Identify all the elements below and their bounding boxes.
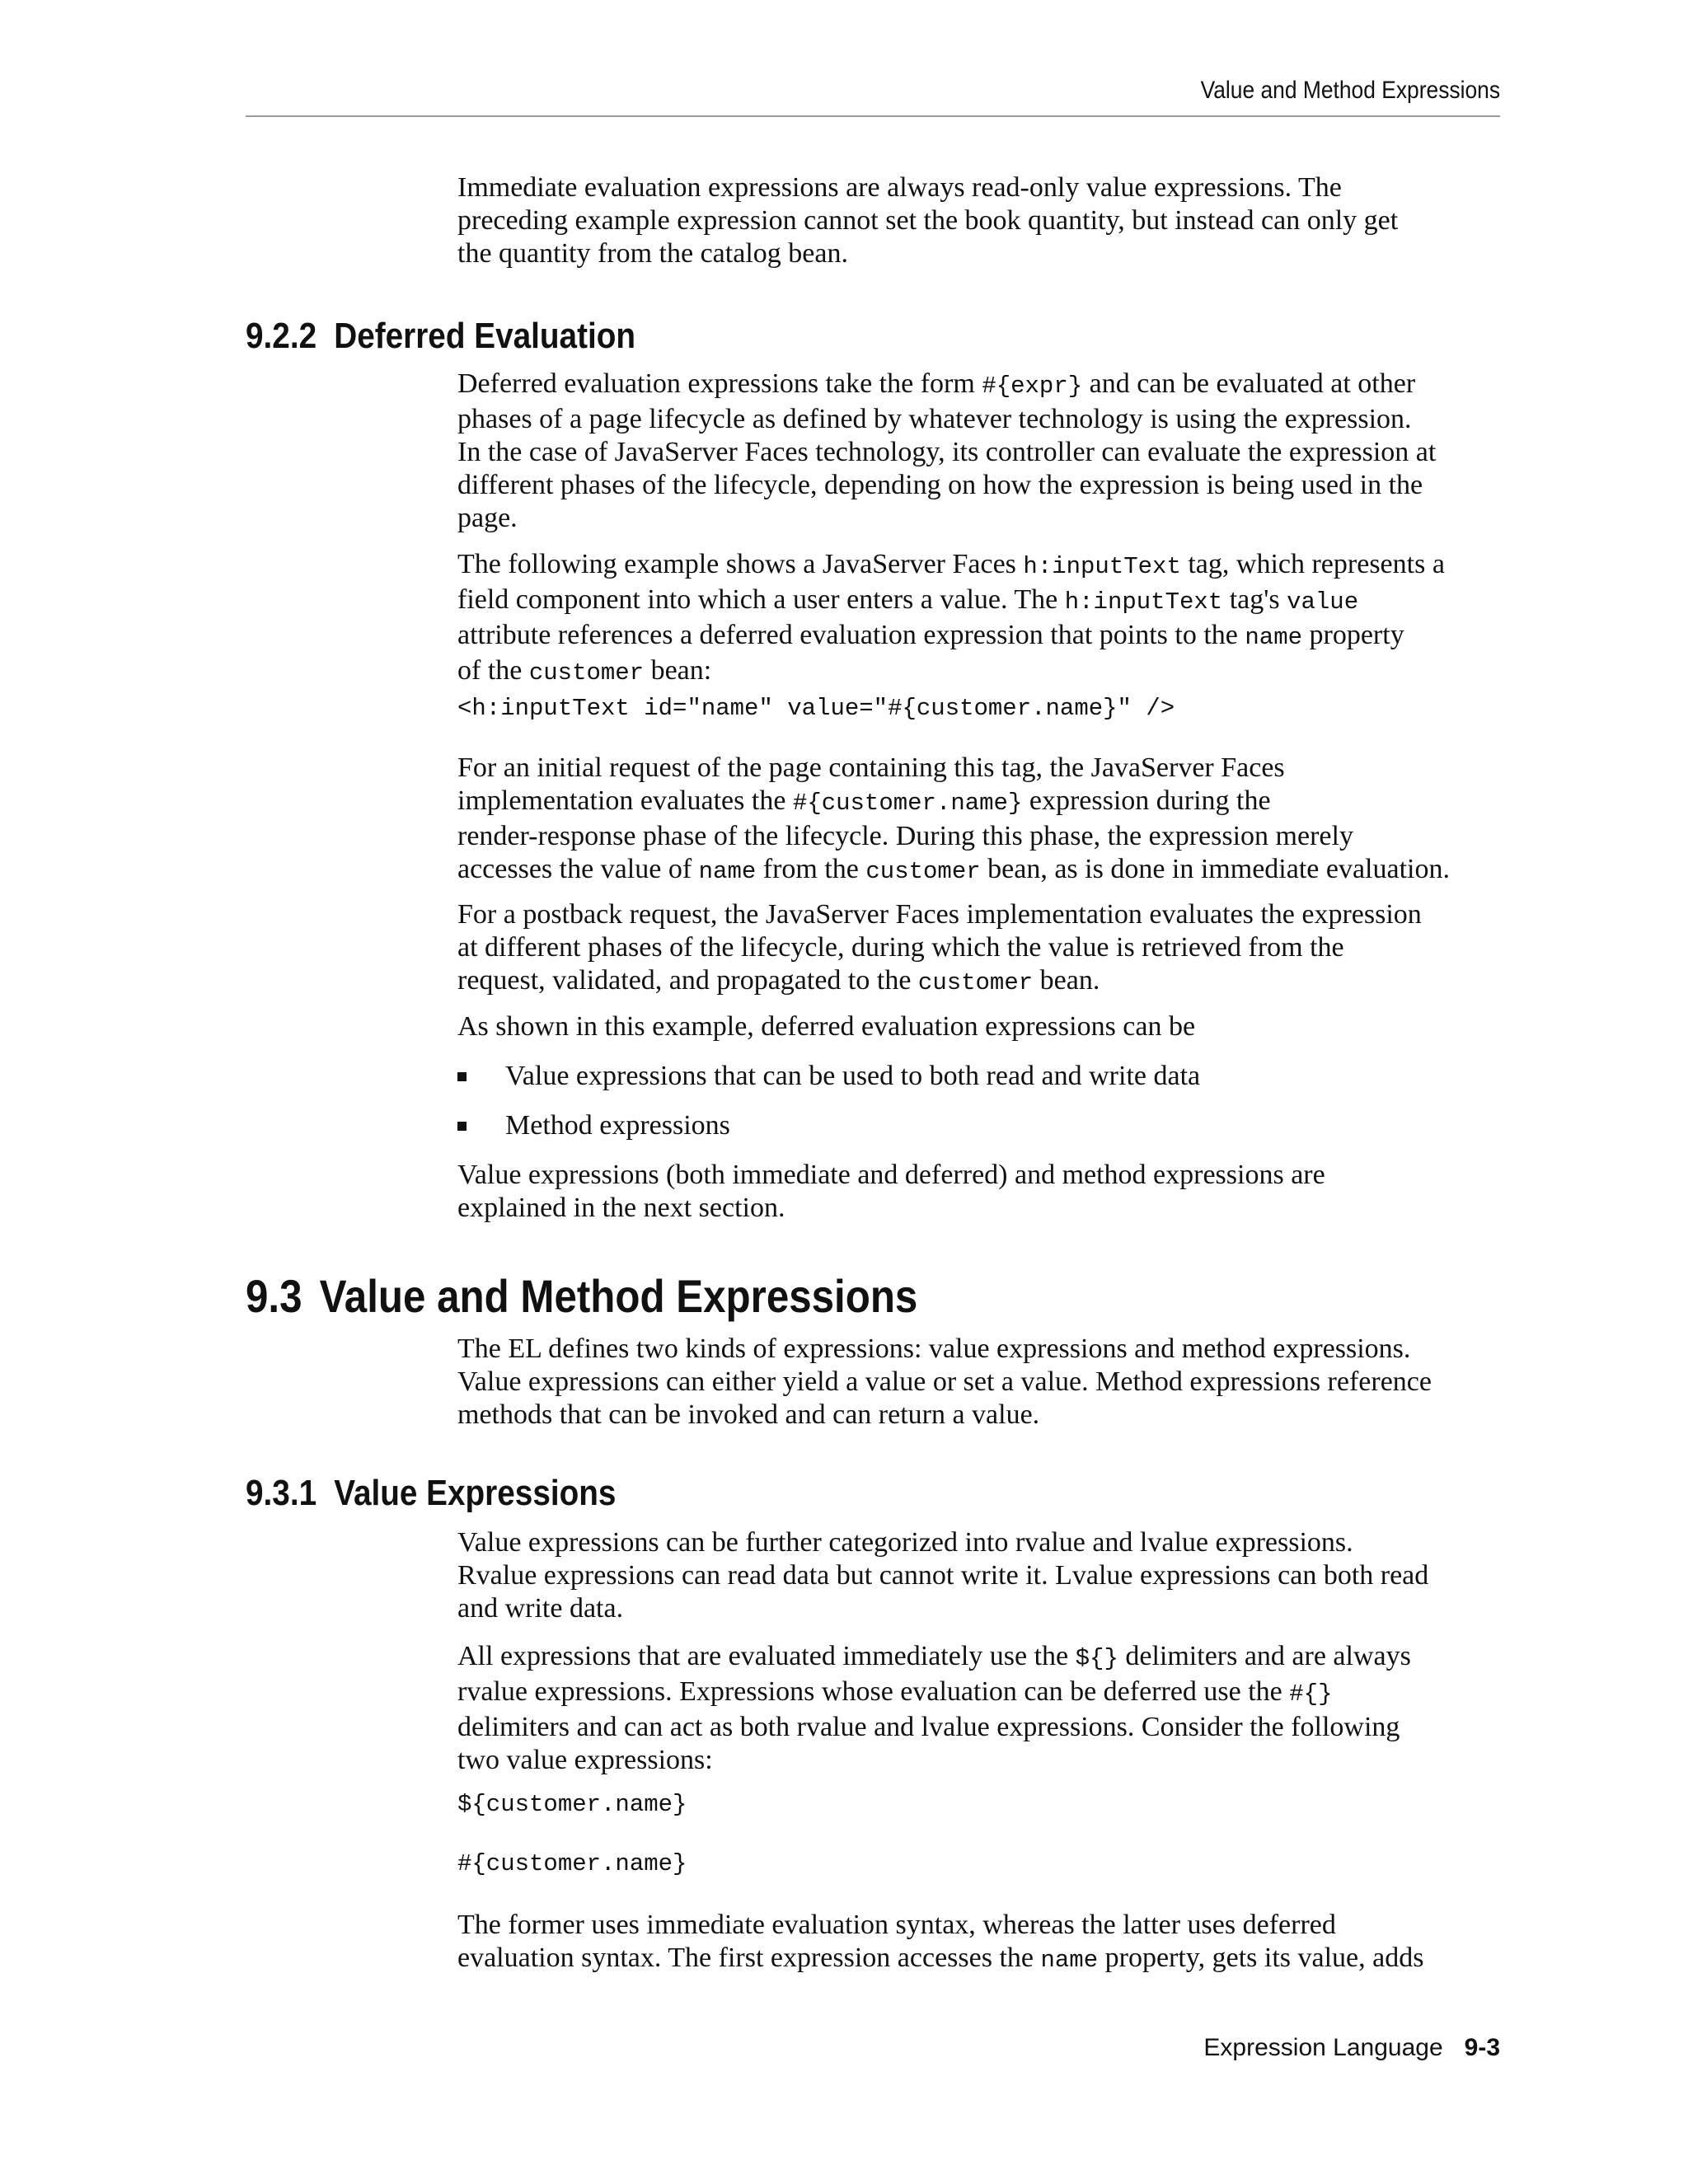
- value-expressions-paragraph-2: [457, 1640, 1500, 1777]
- code-example-immediate: [457, 1788, 1500, 1821]
- inline-code: name: [1245, 624, 1303, 651]
- section-heading-9-2-2: [246, 313, 635, 359]
- text-line: two value expressions:: [457, 1745, 713, 1775]
- deferred-paragraph-4: [457, 898, 1500, 1000]
- inline-code: customer: [528, 659, 645, 687]
- text-line: Rvalue expressions can read data but cannot write it. Lvalue expressions can both read: [457, 1560, 1429, 1591]
- inline-code: name: [1040, 1947, 1099, 1974]
- text-line: different phases of the lifecycle, depending on how the expression is being used in the: [457, 470, 1423, 500]
- code-example-deferred: [457, 1848, 1500, 1881]
- running-title: Value and Method Expressions: [1200, 77, 1500, 104]
- code-line: #{customer.name}: [457, 1850, 687, 1877]
- text-line: Value expressions can be further categorized into rvalue and lvalue expressions.: [457, 1527, 1353, 1558]
- inline-code: h:inputText: [1064, 588, 1223, 616]
- inline-code: ${}: [1075, 1645, 1118, 1672]
- text-line: explained in the next section.: [457, 1193, 785, 1223]
- section-number: 9.2.2: [246, 316, 317, 356]
- text-line: For a postback request, the JavaServer Faces implementation evaluates the expression: [457, 899, 1422, 930]
- list-item-text: Value expressions that can be used to both read and write data: [505, 1061, 1201, 1091]
- text-line: Value expressions (both immediate and deferred) and method expressions are: [457, 1160, 1325, 1190]
- inline-code: #{expr}: [982, 373, 1083, 400]
- value-method-paragraph: [457, 1333, 1500, 1432]
- text-line: For an initial request of the page containing this tag, the JavaServer Faces: [457, 752, 1285, 783]
- deferred-paragraph-1: [457, 368, 1500, 535]
- text-line: request, validated, and propagated to the customer bean.: [457, 965, 1100, 996]
- section-title: Value and Method Expressions: [319, 1270, 918, 1322]
- text-line: implementation evaluates the #{customer.name} expression during the: [457, 785, 1271, 817]
- text-line: In the case of JavaServer Faces technology, its controller can evaluate the expression at: [457, 437, 1437, 467]
- text-line: As shown in this example, deferred evaluation expressions can be: [457, 1011, 1196, 1042]
- section-title: Value Expressions: [334, 1473, 617, 1513]
- text-line: the quantity from the catalog bean.: [457, 238, 848, 269]
- inline-code: #{}: [1289, 1680, 1333, 1708]
- text-line: Value expressions can either yield a value or set a value. Method expressions reference: [457, 1366, 1432, 1397]
- list-item-text: Method expressions: [505, 1110, 730, 1141]
- text-line: at different phases of the lifecycle, during which the value is retrieved from the: [457, 932, 1344, 963]
- text-line: methods that can be invoked and can return a value.: [457, 1399, 1040, 1430]
- inline-code: h:inputText: [1023, 553, 1181, 580]
- deferred-paragraph-3: [457, 752, 1500, 888]
- text-line: preceding example expression cannot set the book quantity, but instead can only get: [457, 205, 1399, 236]
- section-title: Deferred Evaluation: [334, 316, 636, 356]
- value-expressions-paragraph-1: [457, 1526, 1500, 1625]
- page-number: 9-3: [1464, 2034, 1500, 2061]
- text-line: and write data.: [457, 1593, 624, 1624]
- intro-paragraph: [457, 171, 1500, 270]
- text-line: Deferred evaluation expressions take the form #{expr} and can be evaluated at other: [457, 368, 1416, 400]
- text-line: All expressions that are evaluated immediately use the ${} delimiters and are always: [457, 1641, 1411, 1672]
- bullet-square-icon: [457, 1072, 467, 1081]
- inline-code: customer: [917, 969, 1034, 996]
- deferred-paragraph-2: [457, 548, 1500, 690]
- bullet-square-icon: [457, 1122, 467, 1131]
- section-heading-9-3: [246, 1269, 917, 1324]
- deferred-paragraph-5: [457, 1010, 1500, 1043]
- text-line: attribute references a deferred evaluation expression that points to the name property: [457, 620, 1404, 651]
- text-line: of the customer bean:: [457, 655, 712, 687]
- value-expressions-paragraph-3: [457, 1909, 1500, 1977]
- inline-code: #{customer.name}: [792, 790, 1023, 817]
- section-number: 9.3.1: [246, 1473, 317, 1513]
- section-heading-9-3-1: [246, 1470, 616, 1516]
- inline-code: customer: [865, 858, 981, 885]
- code-line: ${customer.name}: [457, 1791, 687, 1818]
- code-example-inputtext: [457, 692, 1500, 725]
- text-line: The former uses immediate evaluation syntax, whereas the latter uses deferred: [457, 1910, 1336, 1940]
- inline-code: value: [1287, 588, 1359, 616]
- text-line: evaluation syntax. The first expression accesses the name property, gets its value, adds: [457, 1943, 1424, 1974]
- text-line: field component into which a user enters a value. The h:inputText tag's value: [457, 584, 1359, 616]
- inline-code: name: [698, 858, 757, 885]
- text-line: rvalue expressions. Expressions whose evaluation can be deferred use the #{}: [457, 1676, 1333, 1708]
- text-line: accesses the value of name from the customer bean, as is done in immediate evaluation.: [457, 854, 1450, 885]
- code-line: <h:inputText id="name" value="#{customer.name}" />: [457, 695, 1175, 722]
- text-line: render-response phase of the lifecycle. During this phase, the expression merely: [457, 821, 1353, 851]
- section-number: 9.3: [246, 1270, 302, 1322]
- footer-chapter: Expression Language: [1203, 2034, 1443, 2061]
- page-footer: [1203, 2032, 1500, 2064]
- running-header: [246, 74, 1500, 117]
- text-line: delimiters and can act as both rvalue and lvalue expressions. Consider the following: [457, 1712, 1400, 1742]
- text-line: The following example shows a JavaServer Faces h:inputText tag, which represents a: [457, 549, 1445, 580]
- deferred-paragraph-6: [457, 1159, 1500, 1225]
- text-line: page.: [457, 503, 518, 533]
- text-line: phases of a page lifecycle as defined by whatever technology is using the expression.: [457, 404, 1412, 434]
- text-line: Immediate evaluation expressions are always read-only value expressions. The: [457, 172, 1342, 203]
- text-line: The EL defines two kinds of expressions: value expressions and method expressions.: [457, 1333, 1411, 1364]
